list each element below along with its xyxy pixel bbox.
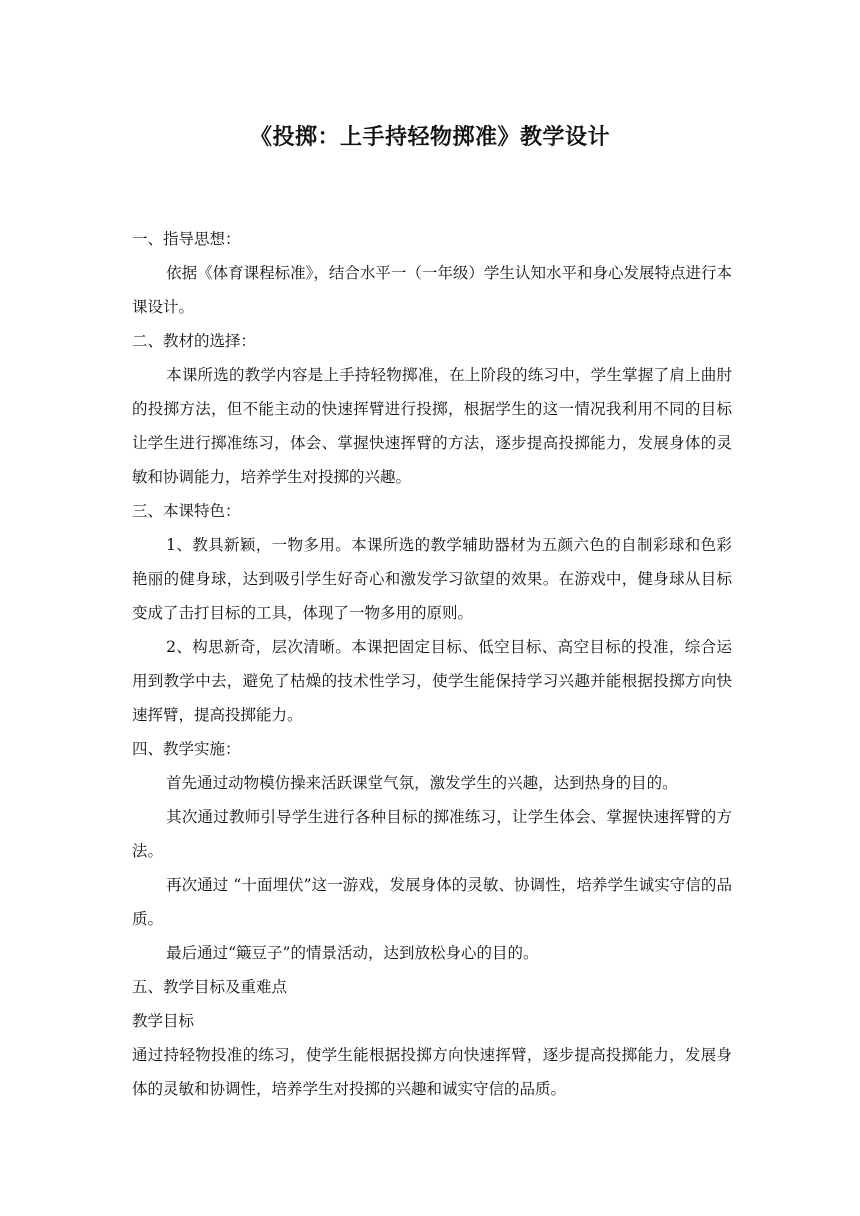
paragraph: 其次通过教师引导学生进行各种目标的掷准练习，让学生体会、掌握快速挥臂的方法。 bbox=[132, 808, 732, 860]
paragraph: 首先通过动物模仿操来活跃课堂气氛，激发学生的兴趣，达到热身的目的。 bbox=[166, 774, 678, 792]
document-title: 《投掷：上手持轻物掷准》教学设计 bbox=[249, 125, 610, 150]
subsection-heading: 教学目标 bbox=[132, 1012, 195, 1030]
paragraph: 本课所选的教学内容是上手持轻物掷准，在上阶段的练习中，学生掌握了肩上曲肘的投掷方法，但不能主动的快速挥臂进行投掷，根据学生的这一情况我利用不同的目标让学生进行掷准练习，体会、掌握快速挥臂的方法，逐步提高投掷能力，发展身体的灵敏和协调能力，培养学生对投掷的兴趣。 bbox=[132, 366, 732, 486]
paragraph: 最后通过“簸豆子”的情景活动，达到放松身心的目的。 bbox=[166, 944, 539, 962]
section-heading: 二、教材的选择： bbox=[132, 332, 257, 350]
section-heading: 五、教学目标及重难点 bbox=[132, 978, 288, 996]
section-heading: 四、教学实施： bbox=[132, 740, 241, 758]
section-heading: 一、指导思想： bbox=[132, 230, 241, 248]
document-body bbox=[132, 222, 732, 1106]
paragraph: 1、教具新颖，一物多用。本课所选的教学辅助器材为五颜六色的自制彩球和色彩艳丽的健身球，达到吸引学生好奇心和激发学习欲望的效果。在游戏中，健身球从目标变成了击打目标的工具，体现了一物多用的原则。 bbox=[132, 536, 732, 622]
paragraph: 依据《体育课程标准》，结合水平一（一年级）学生认知水平和身心发展特点进行本课设计。 bbox=[132, 264, 732, 316]
section-heading: 三、本课特色： bbox=[132, 502, 241, 520]
paragraph: 通过持轻物投准的练习，使学生能根据投掷方向快速挥臂，逐步提高投掷能力，发展身体的灵敏和协调性，培养学生对投掷的兴趣和诚实守信的品质。 bbox=[132, 1046, 732, 1098]
paragraph: 再次通过 “十面埋伏”这一游戏，发展身体的灵敏、协调性，培养学生诚实守信的品质。 bbox=[132, 876, 732, 928]
paragraph: 2、构思新奇，层次清晰。本课把固定目标、低空目标、高空目标的投准，综合运用到教学中去，避免了枯燥的技术性学习，使学生能保持学习兴趣并能根据投掷方向快速挥臂，提高投掷能力。 bbox=[132, 638, 732, 724]
